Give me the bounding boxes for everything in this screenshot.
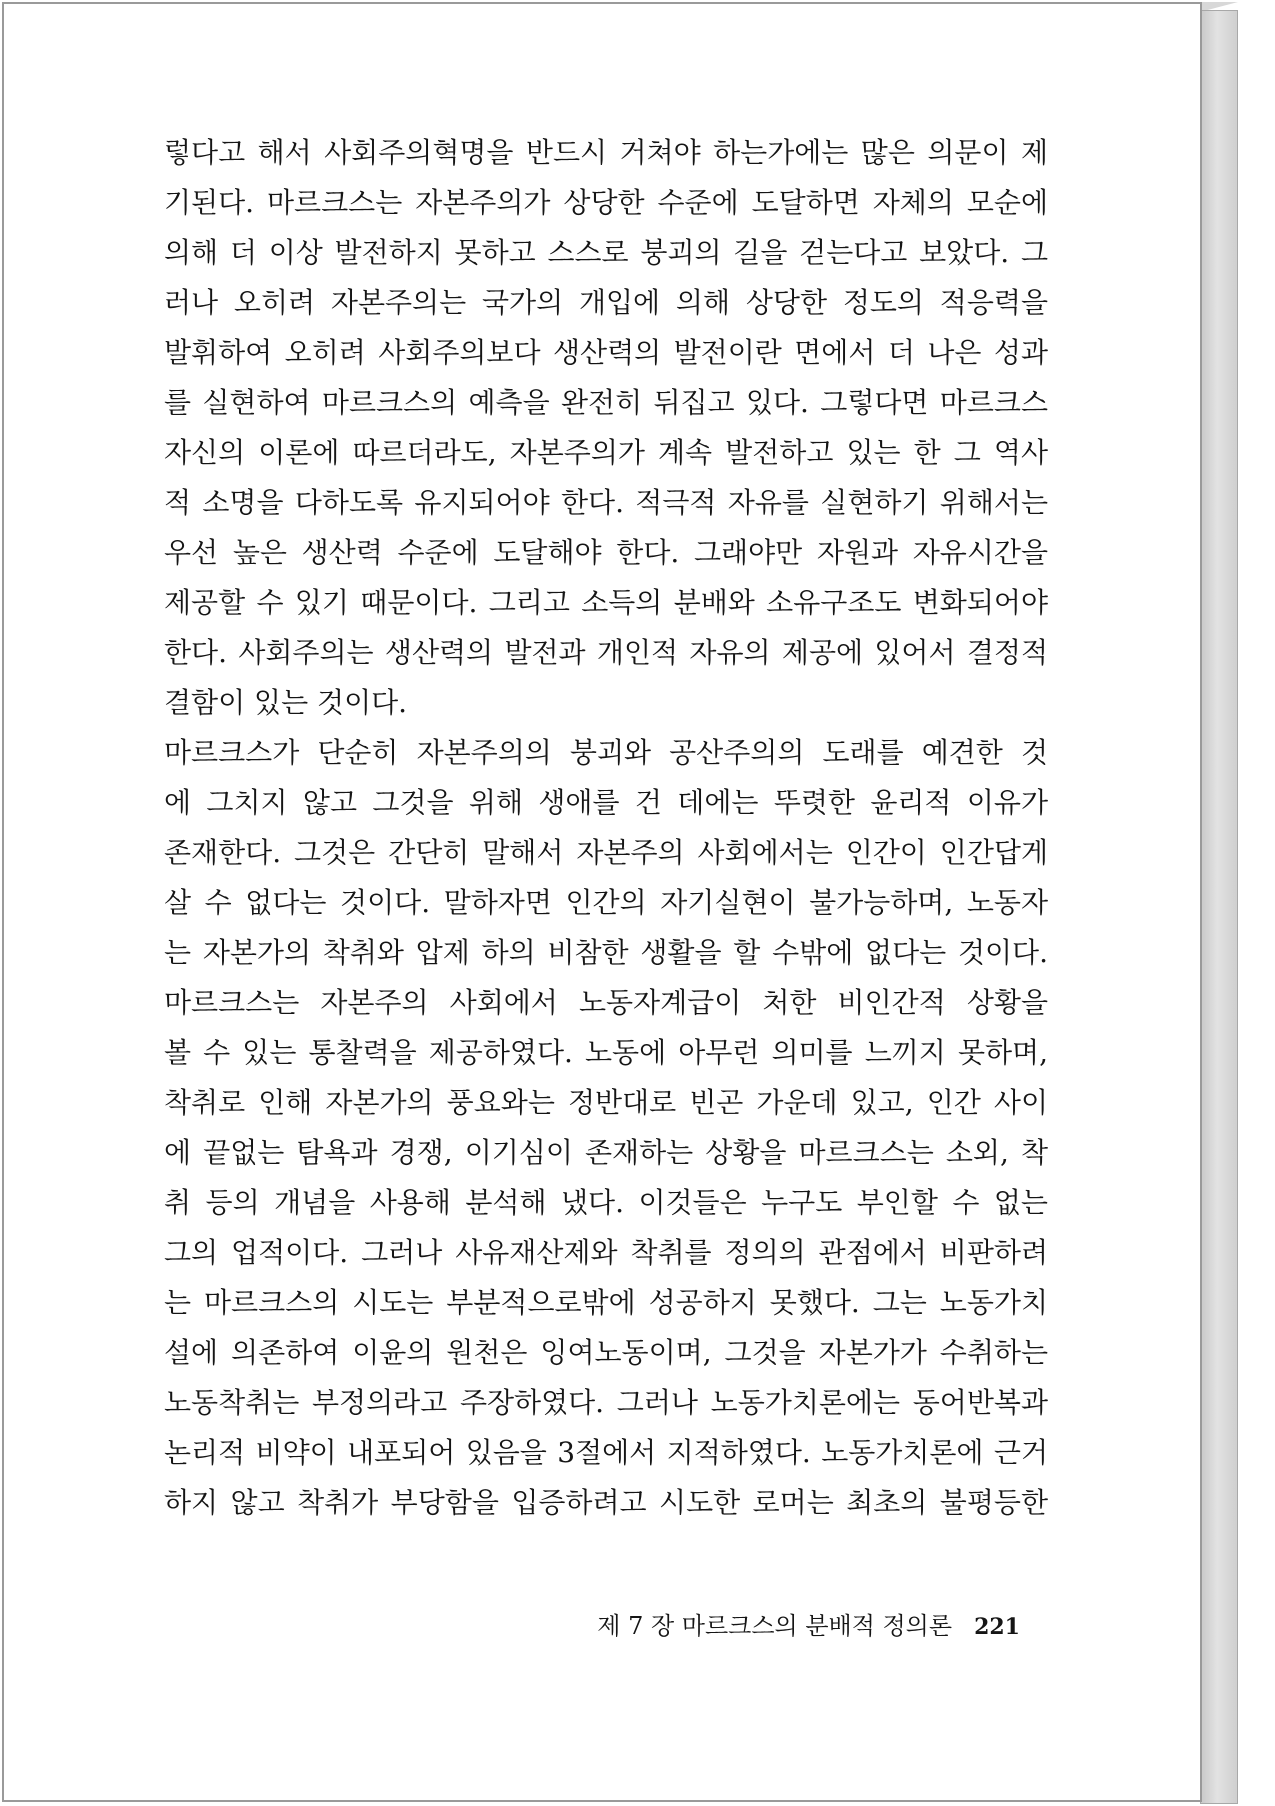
text-line: 에 끝없는 탐욕과 경쟁, 이기심이 존재하는 상황을 마르크스는 소외, 착 [164, 1136, 1048, 1169]
page-edge [1200, 10, 1238, 1804]
page-number: 221 [974, 1614, 1020, 1640]
text-line: 하지 않고 착취가 부당함을 입증하려고 시도한 로머는 최초의 불평등한 [164, 1486, 1048, 1519]
text-line: 논리적 비약이 내포되어 있음을 3절에서 지적하였다. 노동가치론에 근거 [164, 1436, 1048, 1469]
page-footer [597, 1606, 1020, 1642]
text-line: 한다. 사회주의는 생산력의 발전과 개인적 자유의 제공에 있어서 결정적 [164, 636, 1048, 669]
text-line: 취 등의 개념을 사용해 분석해 냈다. 이것들은 누구도 부인할 수 없는 [164, 1186, 1048, 1219]
text-line: 노동착취는 부정의라고 주장하였다. 그러나 노동가치론에는 동어반복과 [164, 1386, 1048, 1419]
text-line: 기된다. 마르크스는 자본주의가 상당한 수준에 도달하면 자체의 모순에 [164, 186, 1048, 219]
text-line: 볼 수 있는 통찰력을 제공하였다. 노동에 아무런 의미를 느끼지 못하며, [164, 1036, 1048, 1069]
text-line: 렇다고 해서 사회주의혁명을 반드시 거쳐야 하는가에는 많은 의문이 제 [164, 136, 1048, 169]
text-line: 적 소명을 다하도록 유지되어야 한다. 적극적 자유를 실현하기 위해서는 [164, 486, 1048, 519]
chapter-title: 제 7 장 마르크스의 분배적 정의론 [597, 1612, 953, 1640]
text-line: 에 그치지 않고 그것을 위해 생애를 건 데에는 뚜렷한 윤리적 이유가 [164, 786, 1048, 819]
text-line: 그의 업적이다. 그러나 사유재산제와 착취를 정의의 관점에서 비판하려 [164, 1236, 1048, 1269]
text-line: 는 마르크스의 시도는 부분적으로밖에 성공하지 못했다. 그는 노동가치 [164, 1286, 1048, 1319]
text-line: 마르크스는 자본주의 사회에서 노동자계급이 처한 비인간적 상황을 [164, 986, 1048, 1019]
text-line: 설에 의존하여 이윤의 원천은 잉여노동이며, 그것을 자본가가 수취하는 [164, 1336, 1048, 1369]
text-line: 를 실현하여 마르크스의 예측을 완전히 뒤집고 있다. 그렇다면 마르크스 [164, 386, 1048, 419]
text-line: 자신의 이론에 따르더라도, 자본주의가 계속 발전하고 있는 한 그 역사 [164, 436, 1048, 469]
text-line: 살 수 없다는 것이다. 말하자면 인간의 자기실현이 불가능하며, 노동자 [164, 886, 1048, 919]
text-line: 의해 더 이상 발전하지 못하고 스스로 붕괴의 길을 걷는다고 보았다. 그 [164, 236, 1048, 269]
text-line: 결함이 있는 것이다. [164, 686, 408, 719]
text-line: 존재한다. 그것은 간단히 말해서 자본주의 사회에서는 인간이 인간답게 [164, 836, 1048, 869]
text-line: 우선 높은 생산력 수준에 도달해야 한다. 그래야만 자원과 자유시간을 [164, 536, 1048, 569]
body-text [164, 128, 1048, 1528]
text-line: 착취로 인해 자본가의 풍요와는 정반대로 빈곤 가운데 있고, 인간 사이 [164, 1086, 1048, 1119]
text-line: 러나 오히려 자본주의는 국가의 개입에 의해 상당한 정도의 적응력을 [164, 286, 1048, 319]
text-line: 제공할 수 있기 때문이다. 그리고 소득의 분배와 소유구조도 변화되어야 [164, 586, 1048, 619]
text-line: 발휘하여 오히려 사회주의보다 생산력의 발전이란 면에서 더 나은 성과 [164, 336, 1048, 369]
text-line: 마르크스가 단순히 자본주의의 붕괴와 공산주의의 도래를 예견한 것 [164, 736, 1048, 769]
text-line: 는 자본가의 착취와 압제 하의 비참한 생활을 할 수밖에 없다는 것이다. [164, 936, 1048, 969]
